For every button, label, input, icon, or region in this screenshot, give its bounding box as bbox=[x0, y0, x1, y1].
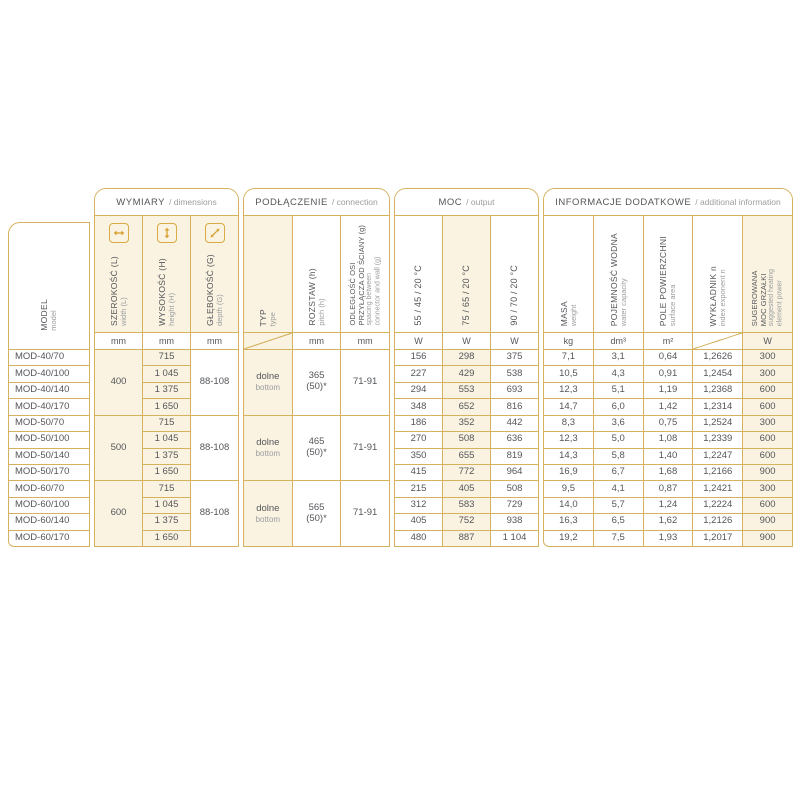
heater-cell: 600 bbox=[743, 498, 792, 514]
exponent-cell: 1,2421 bbox=[693, 481, 742, 497]
output-cell: 442 bbox=[491, 416, 538, 432]
label-pl: SUGEROWANA bbox=[750, 270, 760, 326]
output-cell: 538 bbox=[491, 366, 538, 382]
temp-label: 75 / 65 / 20 °C bbox=[461, 265, 472, 326]
column-heater-power bbox=[742, 216, 792, 546]
height-cell: 715 bbox=[143, 350, 190, 366]
vertical-double-arrow-icon bbox=[157, 223, 177, 243]
column-mass bbox=[544, 216, 593, 546]
width-cell: 500 bbox=[95, 416, 142, 482]
column-output-55-45-20 bbox=[395, 216, 442, 546]
heater-cell: 300 bbox=[743, 350, 792, 366]
pitch-note: (50)* bbox=[306, 512, 327, 524]
output-cell: 352 bbox=[443, 416, 490, 432]
exponent-cell: 1,2454 bbox=[693, 366, 742, 382]
type-pl: dolne bbox=[256, 502, 280, 514]
depth-label bbox=[205, 254, 224, 326]
col-header-area bbox=[644, 216, 693, 333]
group-title-dimensions bbox=[95, 189, 238, 216]
group-title-en: / additional information bbox=[695, 197, 781, 207]
unit-cell: W bbox=[443, 333, 490, 350]
column-exponent bbox=[692, 216, 742, 546]
label-en: weight bbox=[568, 304, 578, 326]
col-header-spacing bbox=[341, 216, 389, 333]
col-header-height bbox=[143, 216, 190, 333]
height-cell: 1 045 bbox=[143, 366, 190, 382]
height-cell: 715 bbox=[143, 481, 190, 497]
pitch-note: (50)* bbox=[306, 381, 327, 393]
model-cell: MOD-40/170 bbox=[9, 399, 89, 415]
pitch-value: 365 bbox=[308, 370, 325, 382]
mass-cell: 14,0 bbox=[544, 498, 593, 514]
output-cell: 480 bbox=[410, 531, 427, 543]
label-pl: MASA bbox=[558, 300, 569, 326]
heater-cell: 600 bbox=[743, 399, 792, 415]
height-cell: 1 650 bbox=[143, 465, 190, 481]
group-title-connection bbox=[244, 189, 389, 216]
area-cell: 1,40 bbox=[644, 449, 693, 465]
heater-cell: 300 bbox=[743, 481, 792, 497]
label-pl: ODLEGŁOŚĆ OSI bbox=[347, 263, 357, 326]
height-cell: 1 045 bbox=[143, 432, 190, 448]
column-type bbox=[244, 216, 292, 546]
column-pitch bbox=[292, 216, 341, 546]
capacity-cell: 3,6 bbox=[594, 416, 643, 432]
output-cell: 729 bbox=[491, 498, 538, 514]
column-output-90-70-20 bbox=[490, 216, 538, 546]
unit-cell: W bbox=[395, 333, 442, 350]
group-title-pl: PODŁĄCZENIE bbox=[255, 196, 328, 208]
exponent-cell: 1,2339 bbox=[693, 432, 742, 448]
col-header-width bbox=[95, 216, 142, 333]
area-cell: 1,93 bbox=[658, 531, 678, 543]
mass-label bbox=[559, 301, 578, 326]
label-en: surface area bbox=[668, 284, 678, 326]
area-cell: 1,62 bbox=[644, 514, 693, 530]
label-en: pitch (h) bbox=[317, 298, 327, 326]
output-cell: 294 bbox=[395, 383, 442, 399]
type-pl: dolne bbox=[256, 436, 280, 448]
capacity-cell: 5,7 bbox=[594, 498, 643, 514]
group-title-en: / output bbox=[466, 197, 495, 207]
group-title-pl: MOC bbox=[438, 196, 463, 208]
mass-cell: 14,7 bbox=[544, 399, 593, 415]
depth-cell: 88-108 bbox=[191, 416, 238, 482]
model-cell: MOD-50/140 bbox=[9, 449, 89, 465]
output-cell: 215 bbox=[395, 481, 442, 497]
unit-cell: mm bbox=[143, 333, 190, 350]
output-cell: 1 104 bbox=[502, 531, 527, 543]
output-cell: 415 bbox=[395, 465, 442, 481]
type-en: bottom bbox=[255, 448, 281, 458]
column-output-75-65-20 bbox=[442, 216, 490, 546]
mass-cell: 7,1 bbox=[544, 350, 593, 366]
exponent-cell: 1,2166 bbox=[693, 465, 742, 481]
pitch-value: 565 bbox=[308, 501, 325, 513]
model-cell: MOD-50/70 bbox=[9, 416, 89, 432]
column-height bbox=[142, 216, 190, 546]
label-pl: WYSOKOŚĆ (H) bbox=[156, 258, 167, 326]
column-model bbox=[9, 223, 89, 546]
section-output bbox=[394, 188, 539, 547]
height-cell: 1 375 bbox=[143, 383, 190, 399]
pitch-cell bbox=[293, 481, 341, 546]
exponent-cell: 1,2247 bbox=[693, 449, 742, 465]
model-cell: MOD-50/170 bbox=[9, 465, 89, 481]
height-cell: 1 375 bbox=[143, 514, 190, 530]
mass-cell: 16,3 bbox=[544, 514, 593, 530]
model-cell: MOD-40/100 bbox=[9, 366, 89, 382]
unit-cell: mm bbox=[293, 333, 341, 350]
output-cell: 772 bbox=[443, 465, 490, 481]
output-cell: 405 bbox=[443, 481, 490, 497]
label-pl: POLE POWIERZCHNI bbox=[658, 235, 669, 326]
exponent-cell: 1,2524 bbox=[693, 416, 742, 432]
label-en: height (H) bbox=[167, 293, 177, 326]
group-title-pl: WYMIARY bbox=[116, 196, 165, 208]
output-cell: 636 bbox=[491, 432, 538, 448]
output-cell: 429 bbox=[443, 366, 490, 382]
col-header-heater-power bbox=[743, 216, 792, 333]
spacing-cell: 71-91 bbox=[341, 350, 389, 416]
model-label bbox=[39, 299, 58, 331]
area-cell: 1,19 bbox=[644, 383, 693, 399]
model-cell: MOD-40/140 bbox=[9, 383, 89, 399]
label-pl: TYP bbox=[258, 308, 269, 326]
heater-cell: 900 bbox=[743, 465, 792, 481]
capacity-cell: 7,5 bbox=[611, 531, 625, 543]
label-pl: SZEROKOŚĆ (L) bbox=[108, 255, 119, 326]
area-label bbox=[658, 236, 677, 326]
col-header-mass bbox=[544, 216, 593, 333]
column-width bbox=[95, 216, 142, 546]
exponent-label bbox=[708, 266, 727, 326]
output-cell: 938 bbox=[491, 514, 538, 530]
section-model bbox=[8, 222, 90, 547]
area-cell: 1,68 bbox=[644, 465, 693, 481]
mass-cell: 16,9 bbox=[544, 465, 593, 481]
mass-cell: 19,2 bbox=[559, 531, 578, 543]
section-connection bbox=[243, 188, 390, 547]
width-label bbox=[109, 256, 128, 326]
column-spacing bbox=[340, 216, 389, 546]
exponent-cell: 1,2368 bbox=[693, 383, 742, 399]
unit-cell-diagonal bbox=[244, 333, 292, 350]
group-title-en: / dimensions bbox=[169, 197, 217, 207]
label-en: suggested heating bbox=[768, 268, 776, 326]
horizontal-double-arrow-icon bbox=[109, 223, 129, 243]
spacing-cell: 71-91 bbox=[353, 507, 378, 519]
column-area bbox=[643, 216, 693, 546]
column-capacity bbox=[593, 216, 643, 546]
unit-cell: mm bbox=[341, 333, 389, 350]
pitch-value: 465 bbox=[308, 436, 325, 448]
heater-cell: 600 bbox=[743, 383, 792, 399]
area-cell: 0,87 bbox=[644, 481, 693, 497]
output-cell: 693 bbox=[491, 383, 538, 399]
label-en: spacing between bbox=[365, 273, 373, 326]
width-cell: 600 bbox=[95, 481, 142, 546]
section-additional-info bbox=[543, 188, 793, 547]
output-cell: 270 bbox=[395, 432, 442, 448]
col-header-75-65-20 bbox=[443, 216, 490, 333]
heater-cell: 900 bbox=[743, 531, 792, 546]
output-cell: 964 bbox=[491, 465, 538, 481]
output-cell: 227 bbox=[395, 366, 442, 382]
model-cell: MOD-60/70 bbox=[9, 481, 89, 497]
type-cell bbox=[244, 350, 292, 416]
group-title-additional-info bbox=[544, 189, 792, 216]
output-cell: 752 bbox=[443, 514, 490, 530]
output-cell: 156 bbox=[395, 350, 442, 366]
mass-cell: 14,3 bbox=[544, 449, 593, 465]
unit-cell: m² bbox=[644, 333, 693, 350]
area-cell: 0,75 bbox=[644, 416, 693, 432]
height-cell: 715 bbox=[143, 416, 190, 432]
mass-cell: 12,3 bbox=[544, 383, 593, 399]
label-pl: POJEMNOŚĆ WODNA bbox=[608, 232, 619, 326]
type-en: bottom bbox=[255, 383, 281, 393]
model-cell: MOD-60/140 bbox=[9, 514, 89, 530]
pitch-label bbox=[307, 268, 326, 326]
unit-cell: mm bbox=[191, 333, 238, 350]
exponent-cell: 1,2224 bbox=[693, 498, 742, 514]
label-en: depth (G) bbox=[215, 294, 225, 326]
model-cell: MOD-60/170 bbox=[15, 531, 70, 543]
col-header-capacity bbox=[594, 216, 643, 333]
capacity-cell: 5,1 bbox=[594, 383, 643, 399]
exponent-cell: 1,2626 bbox=[693, 350, 742, 366]
pitch-cell bbox=[293, 416, 341, 482]
heater-cell: 300 bbox=[743, 366, 792, 382]
unit-cell: mm bbox=[95, 333, 142, 350]
label-pl: MOC GRZAŁKI bbox=[759, 273, 769, 326]
output-cell: 348 bbox=[395, 399, 442, 415]
model-cell: MOD-40/70 bbox=[9, 350, 89, 366]
height-cell: 1 375 bbox=[143, 449, 190, 465]
col-header-exponent bbox=[693, 216, 742, 333]
output-cell: 508 bbox=[491, 481, 538, 497]
type-pl: dolne bbox=[256, 371, 280, 383]
output-cell: 553 bbox=[443, 383, 490, 399]
col-header-pitch bbox=[293, 216, 341, 333]
capacity-cell: 3,1 bbox=[594, 350, 643, 366]
unit-cell: W bbox=[743, 333, 792, 350]
model-cell: MOD-60/100 bbox=[9, 498, 89, 514]
exponent-cell: 1,2126 bbox=[693, 514, 742, 530]
type-cell bbox=[244, 481, 292, 546]
label-pl: GŁĘBOKOŚĆ (G) bbox=[204, 254, 215, 326]
depth-cell: 88-108 bbox=[199, 507, 230, 519]
label-en: index exponent n bbox=[718, 268, 728, 326]
output-cell: 312 bbox=[395, 498, 442, 514]
mass-cell: 9,5 bbox=[544, 481, 593, 497]
area-cell: 0,64 bbox=[644, 350, 693, 366]
mass-cell: 12,3 bbox=[544, 432, 593, 448]
label-pl: PRZYŁĄCZA OD ŚCIANY (g) bbox=[356, 225, 366, 326]
label-en: type bbox=[268, 311, 278, 326]
unit-cell-diagonal bbox=[693, 333, 742, 350]
output-cell: 405 bbox=[395, 514, 442, 530]
capacity-cell: 5,8 bbox=[594, 449, 643, 465]
group-title-en: / connection bbox=[331, 197, 378, 207]
unit-cell: dm³ bbox=[594, 333, 643, 350]
label-en: width (L) bbox=[119, 297, 129, 326]
exponent-cell: 1,2017 bbox=[703, 531, 733, 543]
area-cell: 1,42 bbox=[644, 399, 693, 415]
col-header-depth bbox=[191, 216, 238, 333]
output-cell: 375 bbox=[491, 350, 538, 366]
type-en: bottom bbox=[255, 514, 281, 524]
heater-label bbox=[750, 269, 785, 326]
heater-cell: 300 bbox=[743, 416, 792, 432]
width-cell: 400 bbox=[95, 350, 142, 416]
output-cell: 887 bbox=[443, 531, 490, 546]
output-cell: 186 bbox=[395, 416, 442, 432]
col-header-90-70-20 bbox=[491, 216, 538, 333]
unit-cell: kg bbox=[544, 333, 593, 350]
type-cell bbox=[244, 416, 292, 482]
label-pl: ROZSTAW (h) bbox=[306, 268, 317, 326]
output-cell: 652 bbox=[443, 399, 490, 415]
group-title-pl: INFORMACJE DODATKOWE bbox=[555, 196, 692, 208]
diagonal-double-arrow-icon bbox=[205, 223, 225, 243]
spacing-cell: 71-91 bbox=[341, 416, 389, 482]
output-cell: 298 bbox=[443, 350, 490, 366]
model-cell: MOD-50/100 bbox=[9, 432, 89, 448]
mass-cell: 10,5 bbox=[544, 366, 593, 382]
heater-cell: 600 bbox=[743, 432, 792, 448]
type-label bbox=[258, 309, 277, 326]
spacing-label bbox=[348, 225, 383, 326]
capacity-cell: 4,3 bbox=[594, 366, 643, 382]
capacity-cell: 6,7 bbox=[594, 465, 643, 481]
capacity-cell: 6,5 bbox=[594, 514, 643, 530]
output-cell: 816 bbox=[491, 399, 538, 415]
height-cell: 1 650 bbox=[143, 531, 190, 546]
label-pl: MODEL bbox=[39, 299, 50, 331]
label-en: connector and wall (g) bbox=[374, 257, 382, 326]
heater-cell: 900 bbox=[743, 514, 792, 530]
pitch-cell bbox=[293, 350, 341, 416]
label-en: model bbox=[49, 310, 59, 331]
height-label bbox=[157, 258, 176, 326]
label-en: water capacity bbox=[618, 278, 628, 326]
capacity-cell: 4,1 bbox=[594, 481, 643, 497]
label-en: element power bbox=[776, 280, 784, 326]
output-cell: 819 bbox=[491, 449, 538, 465]
temp-label: 55 / 45 / 20 °C bbox=[413, 265, 424, 326]
pitch-note: (50)* bbox=[306, 447, 327, 458]
height-cell: 1 045 bbox=[143, 498, 190, 514]
output-cell: 583 bbox=[443, 498, 490, 514]
output-cell: 655 bbox=[443, 449, 490, 465]
unit-cell: W bbox=[491, 333, 538, 350]
output-cell: 350 bbox=[395, 449, 442, 465]
radiator-spec-table bbox=[8, 188, 793, 547]
capacity-cell: 6,0 bbox=[594, 399, 643, 415]
output-cell: 508 bbox=[443, 432, 490, 448]
col-header-55-45-20 bbox=[395, 216, 442, 333]
depth-cell: 88-108 bbox=[191, 350, 238, 416]
column-depth bbox=[190, 216, 238, 546]
area-cell: 1,08 bbox=[644, 432, 693, 448]
col-header-model bbox=[9, 223, 89, 350]
heater-cell: 600 bbox=[743, 449, 792, 465]
section-dimensions bbox=[94, 188, 239, 547]
group-title-output bbox=[395, 189, 538, 216]
height-cell: 1 650 bbox=[143, 399, 190, 415]
temp-label: 90 / 70 / 20 °C bbox=[509, 265, 520, 326]
area-cell: 0,91 bbox=[644, 366, 693, 382]
capacity-label bbox=[609, 233, 628, 326]
capacity-cell: 5,0 bbox=[594, 432, 643, 448]
exponent-cell: 1,2314 bbox=[693, 399, 742, 415]
area-cell: 1,24 bbox=[644, 498, 693, 514]
mass-cell: 8,3 bbox=[544, 416, 593, 432]
col-header-type bbox=[244, 216, 292, 333]
label-pl: WYKŁADNIK n bbox=[708, 265, 719, 326]
